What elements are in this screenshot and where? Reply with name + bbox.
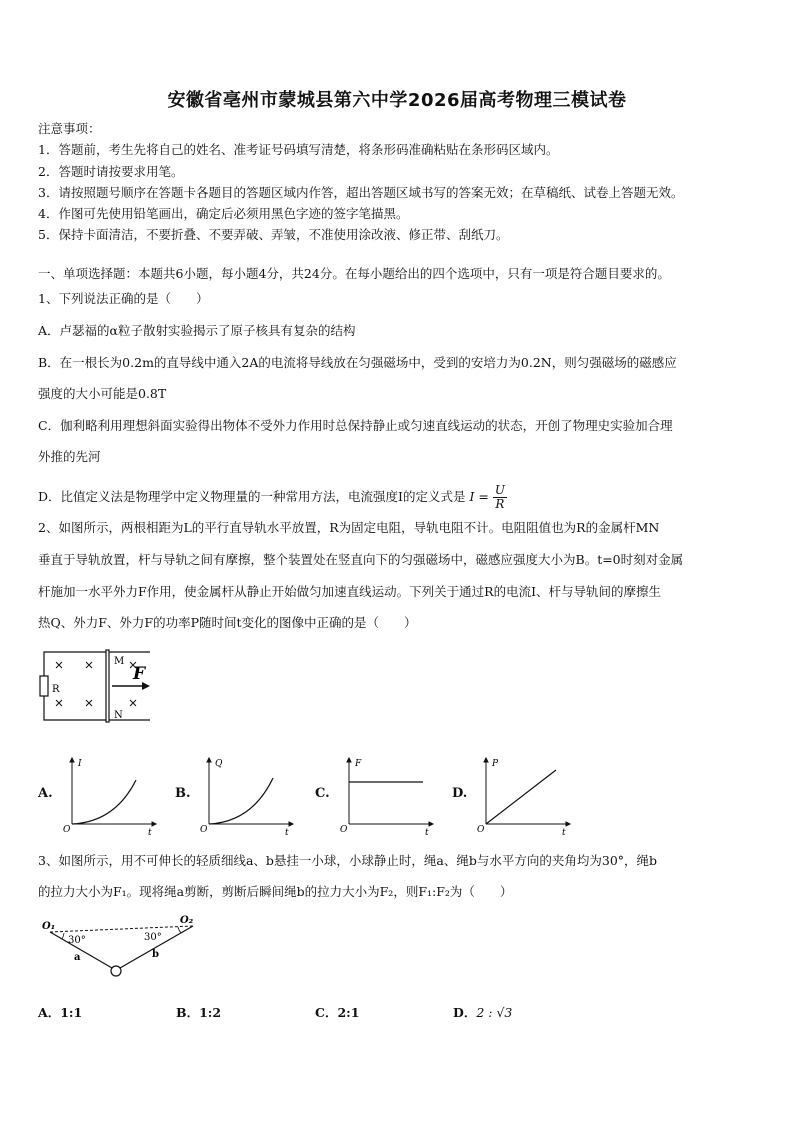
graph-b-origin: O [200,825,208,835]
q3-option-c-text: 2:1 [337,1005,360,1020]
graph-c-ylabel: F [355,759,362,769]
q3-option-b-text: 1:2 [199,1005,222,1020]
notice-item-2: 2．答题时请按要求用笔。 [38,164,184,179]
q1-formula-denominator: R [495,497,505,511]
q2-graph-d [474,756,574,836]
circuit-n-label: N [114,710,123,721]
q3-angle2-label: 30° [144,932,162,943]
q3-angle1-label: 30° [68,935,86,946]
q3-option-c-label: C． [315,1005,338,1020]
q2-circuit-diagram [38,648,168,726]
q1-formula-lhs: I = [469,489,489,504]
q3-o2-label: O₂ [180,915,194,926]
graph-c-xlabel: t [425,828,429,836]
q3-o1-label: O₁ [42,921,56,932]
q2-line4: 热Q、外力F、外力F的功率P随时间t变化的图像中正确的是（ ） [38,615,417,630]
q1-formula-numerator: U [494,483,505,497]
q3-rope-b-label: b [152,949,159,960]
graph-b-xlabel: t [285,828,289,836]
q1-option-b-line1: B．在一根长为0.2m的直导线中通入2A的电流将导线放在匀强磁场中，受到的安培力为0.2N，则匀强磁场的磁感应 [38,355,677,370]
q1-option-a: A．卢瑟福的α粒子散射实验揭示了原子核具有复杂的结构 [38,323,356,338]
notice-item-4: 4．作图可先使用铅笔画出，确定后必须用黑色字迹的签字笔描黑。 [38,206,409,221]
graph-d-origin: O [477,825,485,835]
circuit-force-label: F [133,664,146,684]
notice-item-1: 1．答题前，考生先将自己的姓名、准考证号码填写清楚，将条形码准确粘贴在条形码区域内。 [38,142,559,157]
q2-line1: 2、如图所示，两根相距为L的平行直导轨水平放置，R为固定电阻，导轨电阻不计。电阻阻值也为R的金属杆MN [38,520,660,535]
q2-option-c-label: C. [315,786,330,801]
q3-option-a [38,1005,82,1021]
circuit-m-label: M [114,656,125,667]
q3-option-a-text: 1:1 [60,1005,83,1020]
notice-item-3: 3．请按照题号顺序在答题卡各题目的答题区域内作答，超出答题区域书写的答案无效；在草稿纸、试卷上答题无效。 [38,185,684,200]
graph-a-ylabel: I [78,759,82,769]
graph-d-ylabel: P [492,759,499,769]
q1-option-c-line2: 外推的先河 [38,449,101,464]
q3-option-c [315,1005,359,1021]
notice-item-5: 5．保持卡面清洁，不要折叠、不要弄破、弄皱，不准使用涂改液、修正带、刮纸刀。 [38,227,509,242]
q3-option-d-label: D． [453,1005,477,1020]
q3-option-a-label: A． [38,1005,61,1020]
q3-option-d [453,1005,512,1021]
q2-graph-a [60,756,160,836]
q2-option-b-label: B. [175,786,191,801]
circuit-resistor-label: R [52,684,60,695]
page-title: 安徽省亳州市蒙城县第六中学2026届高考物理三模试卷 [167,90,627,111]
q3-hanging-ball-figure [38,912,208,982]
q2-option-d-label: D. [452,786,468,801]
q1-option-d [38,484,507,511]
q3-option-b [176,1005,221,1021]
graph-c-origin: O [340,825,348,835]
q1-option-c-line1: C．伽利略利用理想斜面实验得出物体不受外力作用时总保持静止或匀速直线运动的状态，开创了物理史实验加合理 [38,418,673,433]
graph-a-xlabel: t [148,828,152,836]
q3-line2: 的拉力大小为F₁。现将绳a剪断，剪断后瞬间绳b的拉力大小为F₂，则F₁:F₂为（ ） [38,884,513,899]
q2-graph-c [337,756,437,836]
graph-a-origin: O [63,825,71,835]
q1-stem: 1、下列说法正确的是（ ） [38,291,209,306]
q1-option-d-text: D．比值定义法是物理学中定义物理量的一种常用方法，电流强度I的定义式是 [38,489,466,504]
q3-line1: 3、如图所示，用不可伸长的轻质细线a、b悬挂一小球，小球静止时，绳a、绳b与水平方向的夹角均为30°，绳b [38,853,658,868]
q2-option-a-label: A. [38,786,53,801]
graph-d-xlabel: t [562,828,566,836]
q2-line3: 杆施加一水平外力F作用，使金属杆从静止开始做匀加速直线运动。下列关于通过R的电流I、杆与导轨间的摩擦生 [38,584,662,599]
section-heading: 一、单项选择题：本题共6小题，每小题4分，共24分。在每小题给出的四个选项中，只有一项是符合题目要求的。 [38,266,670,281]
q2-graph-b [197,756,297,836]
notice-heading: 注意事项： [38,121,101,136]
q3-option-d-text: 2 : √3 [476,1005,513,1020]
graph-b-ylabel: Q [215,759,223,769]
q3-option-b-label: B． [176,1005,200,1020]
q1-option-b-line2: 强度的大小可能是0.8T [38,386,167,401]
q2-line2: 垂直于导轨放置，杆与导轨之间有摩擦，整个装置处在竖直向下的匀强磁场中，磁感应强度大小为B。t=0时刻对金属 [38,552,684,567]
q3-rope-a-label: a [74,952,81,963]
q1-formula-fraction [493,484,507,511]
